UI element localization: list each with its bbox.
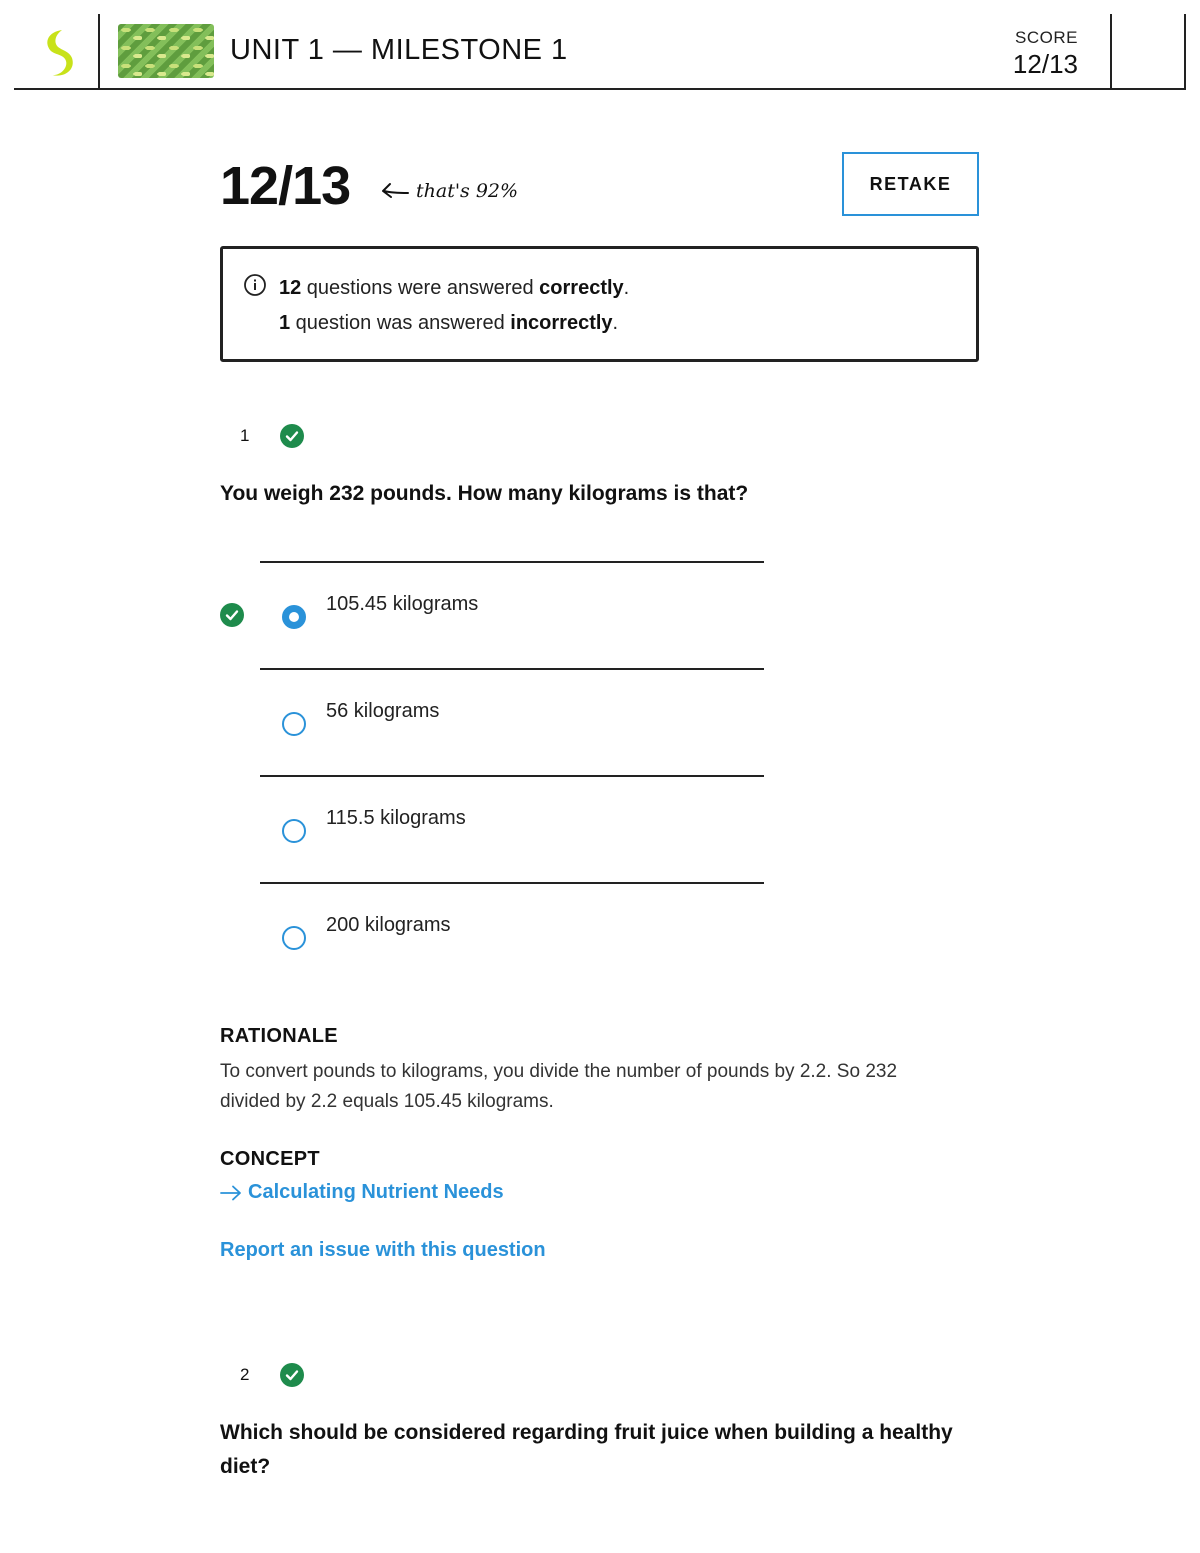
- report-issue-link[interactable]: Report an issue with this question: [220, 1239, 546, 1261]
- radio-icon[interactable]: [282, 819, 306, 843]
- question-text: Which should be considered regarding fruit juice when building a healthy diet?: [220, 1421, 953, 1478]
- score-label: SCORE: [1015, 28, 1078, 47]
- concept-heading: CONCEPT: [220, 1148, 320, 1170]
- rationale-heading: RATIONALE: [220, 1025, 338, 1047]
- radio-icon[interactable]: [282, 926, 306, 950]
- radio-selected-icon[interactable]: [282, 605, 306, 629]
- correct-word: correctly: [539, 277, 624, 299]
- answer-option[interactable]: [260, 668, 764, 775]
- info-icon: [243, 273, 267, 297]
- incorrect-summary: 1 question was answered incorrectly.: [279, 312, 619, 334]
- rationale-text: To convert pounds to kilograms, you divide the number of pounds by 2.2. So 232 divided by 2.2 equals 105.45 kilograms.: [220, 1061, 898, 1112]
- incorrect-text: question was answered: [290, 312, 511, 334]
- correct-text: questions were answered: [301, 277, 540, 299]
- result-score: 12/13: [220, 156, 351, 216]
- unit-thumbnail: [118, 24, 214, 78]
- radio-icon[interactable]: [282, 712, 306, 736]
- unit-title: UNIT 1 — MILESTONE 1: [230, 34, 568, 66]
- answer-option[interactable]: [260, 775, 764, 882]
- check-circle-icon: [280, 424, 304, 448]
- header-divider-right: [1110, 14, 1112, 88]
- top-bar: [14, 14, 1186, 90]
- sophia-logo-icon[interactable]: [38, 28, 78, 78]
- correct-answer-check-icon: [220, 603, 244, 627]
- percent-note-text: that's 92%: [416, 180, 519, 202]
- answer-options: [260, 561, 764, 989]
- arrow-right-icon: [220, 1185, 242, 1201]
- question-text: You weigh 232 pounds. How many kilograms is that?: [220, 482, 749, 505]
- incorrect-count: 1: [279, 312, 291, 334]
- concept-link[interactable]: [220, 1181, 504, 1204]
- header-divider: [98, 14, 100, 88]
- arrow-left-icon: [380, 181, 410, 201]
- option-label: 105.45 kilograms: [326, 593, 479, 615]
- percent-note: [380, 180, 518, 202]
- question-number: 2: [240, 1365, 250, 1384]
- header-divider-edge: [1184, 14, 1186, 88]
- incorrect-word: incorrectly: [510, 312, 613, 334]
- correct-count: 12: [279, 277, 302, 299]
- correct-summary: 12 questions were answered correctly.: [279, 277, 630, 299]
- check-circle-icon: [280, 1363, 304, 1387]
- score-value: 12/13: [1012, 49, 1078, 79]
- answer-option[interactable]: [260, 882, 764, 989]
- header-score: [1013, 28, 1078, 80]
- option-label: 56 kilograms: [326, 700, 440, 722]
- concept-link-text: Calculating Nutrient Needs: [248, 1181, 504, 1203]
- retake-button[interactable]: RETAKE: [842, 152, 979, 216]
- option-label: 200 kilograms: [326, 914, 451, 936]
- question-number: 1: [240, 426, 250, 445]
- answer-option[interactable]: [260, 561, 764, 668]
- results-info-box: [220, 246, 979, 362]
- option-label: 115.5 kilograms: [326, 807, 466, 829]
